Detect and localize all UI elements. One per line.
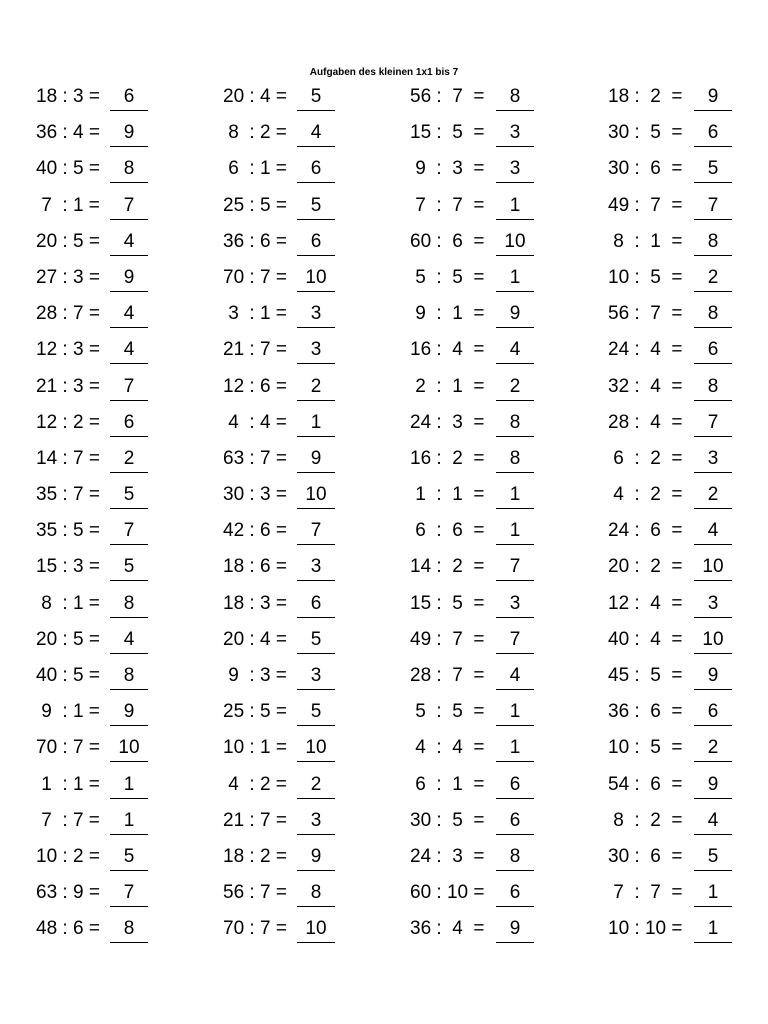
answer-field[interactable]: 4 [694, 810, 732, 835]
answer-field[interactable]: 5 [297, 701, 335, 726]
answer-field[interactable]: 8 [110, 918, 148, 943]
exercise-row [0, 480, 768, 516]
division-expression: 14 : 7 = [36, 447, 100, 469]
division-expression: 1 : 1 = [410, 484, 485, 506]
exercise-row [0, 154, 768, 190]
division-expression: 54 : 6 = [608, 773, 683, 795]
answer-field[interactable]: 3 [297, 303, 335, 328]
answer-field[interactable]: 4 [110, 339, 148, 364]
exercise-row [0, 444, 768, 480]
exercise-row [0, 516, 768, 552]
division-expression: 10 : 10 = [608, 918, 683, 940]
division-expression: 20 : 2 = [608, 556, 683, 578]
answer-field[interactable]: 8 [110, 158, 148, 183]
division-expression: 49 : 7 = [410, 628, 485, 650]
exercise-row [0, 82, 768, 118]
answer-field[interactable]: 5 [694, 158, 732, 183]
answer-field[interactable]: 9 [297, 448, 335, 473]
answer-field[interactable]: 1 [110, 774, 148, 799]
division-expression: 24 : 3 = [410, 845, 485, 867]
answer-field[interactable]: 3 [297, 665, 335, 690]
answer-field[interactable]: 7 [110, 520, 148, 545]
answer-field[interactable]: 6 [496, 774, 534, 799]
answer-field[interactable]: 1 [694, 918, 732, 943]
division-expression: 36 : 6 = [608, 701, 683, 723]
answer-field[interactable]: 5 [110, 846, 148, 871]
division-expression: 30 : 5 = [608, 122, 683, 144]
division-expression: 18 : 2 = [223, 845, 287, 867]
answer-field[interactable]: 5 [110, 556, 148, 581]
exercise-row [0, 118, 768, 154]
answer-field[interactable]: 4 [496, 665, 534, 690]
answer-field[interactable]: 5 [297, 86, 335, 111]
answer-field[interactable]: 6 [694, 701, 732, 726]
exercise-row [0, 806, 768, 842]
division-expression: 28 : 7 = [36, 303, 100, 325]
answer-field[interactable]: 3 [297, 339, 335, 364]
answer-field[interactable]: 1 [110, 810, 148, 835]
answer-field[interactable]: 1 [496, 520, 534, 545]
division-expression: 20 : 4 = [223, 628, 287, 650]
answer-field[interactable]: 2 [694, 267, 732, 292]
division-expression: 9 : 3 = [223, 665, 287, 686]
exercise-row [0, 227, 768, 263]
exercise-grid [0, 82, 768, 951]
answer-field[interactable]: 3 [297, 556, 335, 581]
answer-field[interactable]: 4 [110, 629, 148, 654]
answer-field[interactable]: 4 [694, 520, 732, 545]
division-expression: 40 : 5 = [36, 158, 100, 180]
exercise-row [0, 335, 768, 371]
division-expression: 25 : 5 = [223, 194, 287, 216]
division-expression: 40 : 5 = [36, 665, 100, 686]
division-expression: 30 : 6 = [608, 158, 683, 180]
division-expression: 6 : 6 = [410, 520, 485, 542]
answer-field[interactable]: 3 [496, 158, 534, 183]
division-expression: 8 : 1 = [36, 592, 100, 614]
division-expression: 45 : 5 = [608, 665, 683, 686]
division-expression: 7 : 7 = [608, 882, 683, 904]
answer-field[interactable]: 7 [496, 556, 534, 581]
division-expression: 16 : 4 = [410, 339, 485, 361]
division-expression: 7 : 7 = [410, 194, 485, 216]
exercise-row [0, 661, 768, 697]
answer-field[interactable]: 8 [694, 231, 732, 256]
answer-field[interactable]: 9 [297, 846, 335, 871]
exercise-row [0, 733, 768, 769]
division-expression: 36 : 4 = [410, 918, 485, 940]
answer-field[interactable]: 1 [496, 195, 534, 220]
answer-field[interactable]: 8 [496, 412, 534, 437]
answer-field[interactable]: 8 [694, 303, 732, 328]
division-expression: 40 : 4 = [608, 628, 683, 650]
division-expression: 9 : 1 = [410, 303, 485, 325]
answer-field[interactable]: 5 [694, 846, 732, 871]
division-expression: 21 : 7 = [223, 339, 287, 361]
exercise-row [0, 770, 768, 806]
division-expression: 12 : 6 = [223, 375, 287, 397]
division-expression: 56 : 7 = [410, 86, 485, 107]
exercise-row [0, 299, 768, 335]
answer-field[interactable]: 3 [694, 593, 732, 618]
division-expression: 56 : 7 = [608, 303, 683, 325]
exercise-row [0, 878, 768, 914]
answer-field[interactable]: 7 [297, 520, 335, 545]
answer-field[interactable]: 4 [297, 122, 335, 147]
answer-field[interactable]: 10 [694, 556, 732, 581]
answer-field[interactable]: 9 [110, 267, 148, 292]
division-expression: 24 : 4 = [608, 339, 683, 361]
answer-field[interactable]: 2 [297, 376, 335, 401]
division-expression: 10 : 1 = [223, 737, 287, 759]
division-expression: 60 : 6 = [410, 230, 485, 252]
answer-field[interactable]: 6 [297, 158, 335, 183]
answer-field[interactable]: 10 [110, 737, 148, 762]
division-expression: 63 : 9 = [36, 882, 100, 904]
answer-field[interactable]: 6 [496, 810, 534, 835]
answer-field[interactable]: 2 [110, 448, 148, 473]
division-expression: 4 : 4 = [223, 411, 287, 433]
division-expression: 3 : 1 = [223, 303, 287, 325]
answer-field[interactable]: 9 [110, 122, 148, 147]
division-expression: 36 : 6 = [223, 230, 287, 252]
answer-field[interactable]: 8 [496, 86, 534, 111]
division-expression: 10 : 5 = [608, 737, 683, 759]
answer-field[interactable]: 3 [496, 593, 534, 618]
answer-field[interactable]: 2 [297, 774, 335, 799]
answer-field[interactable]: 1 [496, 701, 534, 726]
answer-field[interactable]: 8 [694, 376, 732, 401]
answer-field[interactable]: 2 [694, 737, 732, 762]
division-expression: 4 : 4 = [410, 737, 485, 759]
exercise-row [0, 191, 768, 227]
division-expression: 9 : 3 = [410, 158, 485, 180]
answer-field[interactable]: 3 [496, 122, 534, 147]
exercise-row [0, 842, 768, 878]
answer-field[interactable]: 4 [110, 303, 148, 328]
exercise-row [0, 552, 768, 588]
division-expression: 5 : 5 = [410, 266, 485, 288]
division-expression: 48 : 6 = [36, 918, 100, 940]
division-expression: 12 : 4 = [608, 592, 683, 614]
division-expression: 9 : 1 = [36, 701, 100, 723]
division-expression: 5 : 5 = [410, 701, 485, 723]
answer-field[interactable]: 8 [110, 665, 148, 690]
division-expression: 6 : 1 = [410, 773, 485, 795]
answer-field[interactable]: 10 [297, 484, 335, 509]
answer-field[interactable]: 1 [496, 267, 534, 292]
exercise-row [0, 263, 768, 299]
division-expression: 20 : 5 = [36, 628, 100, 650]
division-expression: 21 : 3 = [36, 375, 100, 397]
answer-field[interactable]: 10 [694, 629, 732, 654]
answer-field[interactable]: 6 [297, 593, 335, 618]
division-expression: 12 : 2 = [36, 411, 100, 433]
answer-field[interactable]: 5 [297, 629, 335, 654]
division-expression: 18 : 3 = [223, 592, 287, 614]
answer-field[interactable]: 6 [694, 339, 732, 364]
division-expression: 8 : 2 = [608, 809, 683, 831]
division-expression: 35 : 7 = [36, 484, 100, 506]
answer-field[interactable]: 9 [694, 774, 732, 799]
answer-field[interactable]: 1 [496, 737, 534, 762]
answer-field[interactable]: 7 [496, 629, 534, 654]
answer-field[interactable]: 7 [694, 195, 732, 220]
division-expression: 18 : 6 = [223, 556, 287, 578]
answer-field[interactable]: 2 [694, 484, 732, 509]
answer-field[interactable]: 9 [110, 701, 148, 726]
answer-field[interactable]: 9 [496, 918, 534, 943]
division-expression: 15 : 5 = [410, 592, 485, 614]
division-expression: 10 : 5 = [608, 266, 683, 288]
answer-field[interactable]: 10 [297, 267, 335, 292]
division-expression: 30 : 5 = [410, 809, 485, 831]
division-expression: 18 : 3 = [36, 86, 100, 107]
division-expression: 63 : 7 = [223, 447, 287, 469]
answer-field[interactable]: 8 [110, 593, 148, 618]
answer-field[interactable]: 9 [496, 303, 534, 328]
division-expression: 4 : 2 = [223, 773, 287, 795]
division-expression: 4 : 2 = [608, 484, 683, 506]
division-expression: 24 : 6 = [608, 520, 683, 542]
answer-field[interactable]: 6 [496, 882, 534, 907]
division-expression: 7 : 7 = [36, 809, 100, 831]
answer-field[interactable]: 10 [496, 231, 534, 256]
answer-field[interactable]: 1 [297, 412, 335, 437]
exercise-row [0, 372, 768, 408]
division-expression: 21 : 7 = [223, 809, 287, 831]
exercise-row [0, 589, 768, 625]
answer-field[interactable]: 10 [297, 737, 335, 762]
answer-field[interactable]: 9 [694, 86, 732, 111]
division-expression: 28 : 7 = [410, 665, 485, 686]
answer-field[interactable]: 10 [297, 918, 335, 943]
answer-field[interactable]: 5 [297, 195, 335, 220]
division-expression: 15 : 5 = [410, 122, 485, 144]
answer-field[interactable]: 8 [297, 882, 335, 907]
division-expression: 70 : 7 = [223, 266, 287, 288]
answer-field[interactable]: 7 [694, 412, 732, 437]
division-expression: 20 : 4 = [223, 86, 287, 107]
answer-field[interactable]: 6 [110, 412, 148, 437]
division-expression: 35 : 5 = [36, 520, 100, 542]
answer-field[interactable]: 7 [110, 376, 148, 401]
answer-field[interactable]: 7 [110, 882, 148, 907]
answer-field[interactable]: 1 [496, 484, 534, 509]
exercise-row [0, 914, 768, 950]
division-expression: 25 : 5 = [223, 701, 287, 723]
division-expression: 56 : 7 = [223, 882, 287, 904]
page-title: Aufgaben des kleinen 1x1 bis 7 [309, 67, 459, 78]
division-expression: 6 : 1 = [223, 158, 287, 180]
answer-field[interactable]: 7 [110, 195, 148, 220]
division-expression: 6 : 2 = [608, 447, 683, 469]
answer-field[interactable]: 9 [694, 665, 732, 690]
division-expression: 32 : 4 = [608, 375, 683, 397]
answer-field[interactable]: 6 [110, 86, 148, 111]
division-expression: 12 : 3 = [36, 339, 100, 361]
division-expression: 30 : 6 = [608, 845, 683, 867]
answer-field[interactable]: 4 [496, 339, 534, 364]
answer-field[interactable]: 1 [694, 882, 732, 907]
division-expression: 7 : 1 = [36, 194, 100, 216]
answer-field[interactable]: 6 [297, 231, 335, 256]
answer-field[interactable]: 5 [110, 484, 148, 509]
division-expression: 8 : 2 = [223, 122, 287, 144]
division-expression: 8 : 1 = [608, 230, 683, 252]
answer-field[interactable]: 3 [297, 810, 335, 835]
answer-field[interactable]: 6 [694, 122, 732, 147]
answer-field[interactable]: 8 [496, 846, 534, 871]
division-expression: 10 : 2 = [36, 845, 100, 867]
division-expression: 2 : 1 = [410, 375, 485, 397]
division-expression: 15 : 3 = [36, 556, 100, 578]
exercise-row [0, 697, 768, 733]
answer-field[interactable]: 4 [110, 231, 148, 256]
division-expression: 27 : 3 = [36, 266, 100, 288]
division-expression: 42 : 6 = [223, 520, 287, 542]
division-expression: 49 : 7 = [608, 194, 683, 216]
exercise-row [0, 625, 768, 661]
division-expression: 20 : 5 = [36, 230, 100, 252]
division-expression: 70 : 7 = [36, 737, 100, 759]
division-expression: 1 : 1 = [36, 773, 100, 795]
division-expression: 18 : 2 = [608, 86, 683, 107]
division-expression: 30 : 3 = [223, 484, 287, 506]
division-expression: 70 : 7 = [223, 918, 287, 940]
division-expression: 24 : 3 = [410, 411, 485, 433]
answer-field[interactable]: 8 [496, 448, 534, 473]
division-expression: 16 : 2 = [410, 447, 485, 469]
division-expression: 28 : 4 = [608, 411, 683, 433]
division-expression: 36 : 4 = [36, 122, 100, 144]
answer-field[interactable]: 2 [496, 376, 534, 401]
exercise-row [0, 408, 768, 444]
answer-field[interactable]: 3 [694, 448, 732, 473]
division-expression: 60 : 10 = [410, 882, 485, 904]
division-expression: 14 : 2 = [410, 556, 485, 578]
